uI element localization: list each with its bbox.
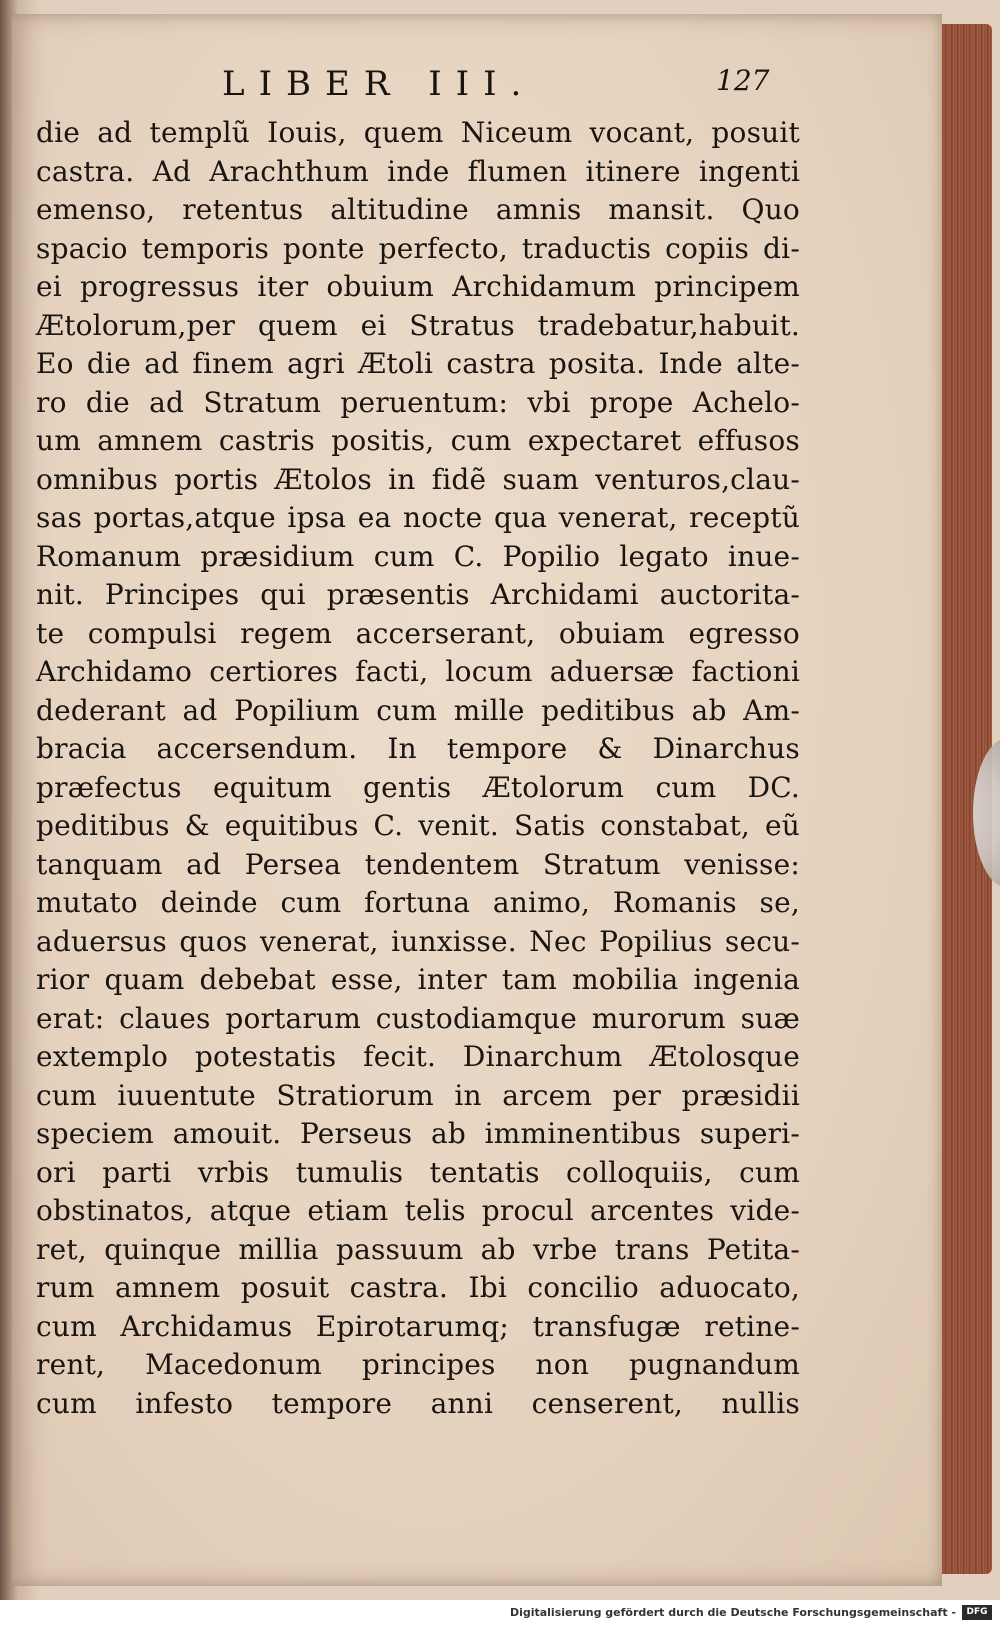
text-line: Ætolorum,per quem ei Stratus tradebatur,habuit. bbox=[36, 308, 800, 342]
text-line: tanquam ad Persea tendentem Stratum venisse: bbox=[36, 847, 800, 881]
page-header bbox=[0, 64, 960, 114]
dfg-logo: DFG bbox=[962, 1605, 992, 1620]
text-line: bracia accersendum. In tempore & Dinarchus bbox=[36, 732, 800, 765]
text-line: rior quam debebat esse, inter tam mobilia ingenia bbox=[36, 963, 800, 996]
text-line: te compulsi regem accerserant, obuiam egresso bbox=[36, 616, 800, 650]
text-line: ori parti vrbis tumulis tentatis colloquiis, cum bbox=[36, 1155, 800, 1189]
text-line: præfectus equitum gentis Ætolorum cum DC. bbox=[36, 770, 800, 804]
body-text bbox=[36, 114, 800, 1423]
text-line: castra. Ad Arachthum inde flumen itinere ingenti bbox=[36, 154, 800, 188]
text-line: cum iuuentute Stratiorum in arcem per præsidii bbox=[36, 1078, 800, 1112]
text-line: cum infesto tempore anni censerent, nullis bbox=[36, 1386, 800, 1420]
text-line: emenso, retentus altitudine amnis mansit. Quo bbox=[36, 193, 800, 226]
text-line: speciem amouit. Perseus ab imminentibus superi- bbox=[36, 1117, 800, 1150]
text-line: um amnem castris positis, cum expectaret effusos bbox=[36, 424, 800, 457]
text-line: aduersus quos venerat, iunxisse. Nec Popilius secu- bbox=[36, 924, 800, 958]
digitization-credit: Digitalisierung gefördert durch die Deutsche Forschungsgemeinschaft - bbox=[509, 1606, 956, 1619]
text-line: Eo die ad finem agri Ætoli castra posita. Inde alte- bbox=[36, 347, 800, 380]
running-head: LIBER III. bbox=[222, 64, 536, 104]
text-line: ro die ad Stratum peruentum: vbi prope Achelo- bbox=[36, 385, 800, 419]
text-line: ret, quinque millia passuum ab vrbe trans Petita- bbox=[36, 1232, 800, 1266]
text-line: cum Archidamus Epirotarumq; transfugæ retine- bbox=[36, 1309, 800, 1343]
text-line: obstinatos, atque etiam telis procul arcentes vide- bbox=[36, 1194, 800, 1227]
text-line: die ad templũ Iouis, quem Niceum vocant, posuit bbox=[36, 116, 800, 149]
text-line: Archidamo certiores facti, locum aduersæ factioni bbox=[36, 655, 800, 688]
text-line: rent, Macedonum principes non pugnandum bbox=[36, 1348, 800, 1381]
text-line: Romanum præsidium cum C. Popilio legato inue- bbox=[36, 539, 800, 573]
text-line: rum amnem posuit castra. Ibi concilio aduocato, bbox=[36, 1271, 800, 1304]
text-line: omnibus portis Ætolos in fidẽ suam venturos,clau- bbox=[36, 462, 800, 496]
text-line: ei progressus iter obuium Archidamum principem bbox=[36, 270, 800, 303]
text-line: nit. Principes qui præsentis Archidami auctorita- bbox=[36, 578, 800, 611]
text-line: sas portas,atque ipsa ea nocte qua venerat, receptũ bbox=[36, 501, 800, 534]
text-line: erat: claues portarum custodiamque murorum suæ bbox=[36, 1001, 800, 1035]
text-line: peditibus & equitibus C. venit. Satis constabat, eũ bbox=[36, 809, 800, 842]
text-line: dederant ad Popilium cum mille peditibus ab Am- bbox=[36, 693, 800, 727]
page-number: 127 bbox=[716, 64, 770, 97]
text-line: spacio temporis ponte perfecto, traductis copiis di- bbox=[36, 231, 800, 265]
footer-bar bbox=[0, 1600, 1000, 1626]
text-line: extemplo potestatis fecit. Dinarchum Ætolosque bbox=[36, 1040, 800, 1073]
text-line: mutato deinde cum fortuna animo, Romanis se, bbox=[36, 886, 800, 919]
